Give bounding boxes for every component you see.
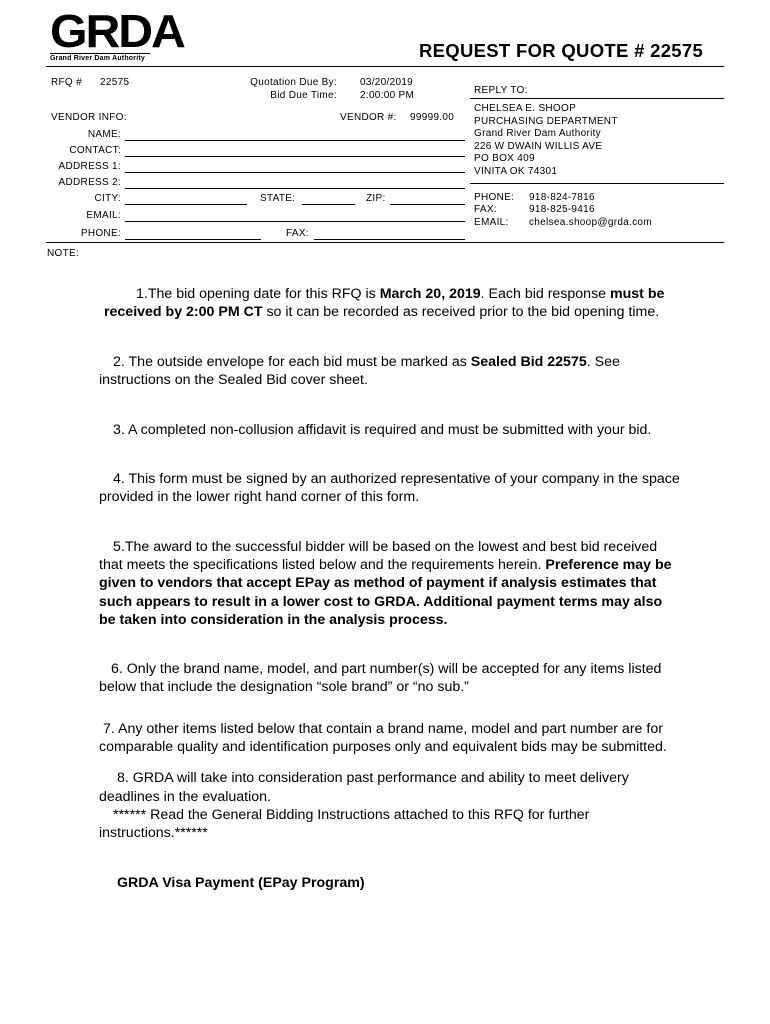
instruction-2-line-1: 2. The outside envelope for each bid must be marked as Sealed Bid 22575. See bbox=[113, 354, 620, 370]
instruction-5-line-2: that meets the specifications listed below and the requirements herein. Preference may be bbox=[99, 557, 672, 573]
instruction-5-line-4: such appears to result in a lower cost to GRDA. Additional payment terms may also bbox=[99, 594, 663, 610]
instruction-8-line-1: 8. GRDA will take into consideration past performance and ability to meet delivery bbox=[117, 770, 629, 786]
vendor-state-field[interactable] bbox=[302, 204, 355, 205]
instruction-7-line-1: 7. Any other items listed below that contain a brand name, model and part number are for bbox=[103, 721, 663, 737]
vendor-fax-field[interactable] bbox=[314, 239, 465, 240]
header-rule bbox=[46, 66, 724, 67]
instruction-1-line-1: 1.The bid opening date for this RFQ is March 20, 2019. Each bid response must be bbox=[136, 286, 665, 302]
instruction-5-line-1: 5.The award to the successful bidder will be based on the lowest and best bid received bbox=[113, 539, 658, 555]
instruction-4-line-1: 4. This form must be signed by an authorized representative of your company in the space bbox=[113, 471, 680, 487]
epay-heading: GRDA Visa Payment (EPay Program) bbox=[117, 875, 365, 891]
instruction-3: 3. A completed non-collusion affidavit is required and must be submitted with your bid. bbox=[113, 422, 652, 438]
vendor-zip-field[interactable] bbox=[390, 204, 465, 205]
instruction-5-line-5: be taken into consideration in the analysis process. bbox=[99, 612, 448, 628]
vendor-address1-field[interactable] bbox=[125, 172, 465, 173]
vendor-phone-label: PHONE: bbox=[80, 228, 121, 239]
reply-pobox: PO BOX 409 bbox=[474, 153, 535, 164]
logo-subtitle: Grand River Dam Authority bbox=[50, 55, 145, 62]
vendor-number: 99999.00 bbox=[410, 112, 455, 123]
instruction-8-line-4: instructions.****** bbox=[99, 825, 208, 841]
reply-phone: 918-824-7816 bbox=[529, 192, 595, 203]
bid-due-time-value: 2:00:00 PM bbox=[360, 90, 415, 101]
instruction-6-line-2: below that include the designation “sole brand” or “no sub.” bbox=[99, 679, 469, 695]
vendor-number-label: VENDOR #: bbox=[340, 112, 397, 123]
logo-rule bbox=[50, 53, 150, 54]
bid-due-time-label: Bid Due Time: bbox=[270, 90, 337, 101]
vendor-fax-label: FAX: bbox=[286, 228, 309, 239]
vendor-city-field[interactable] bbox=[125, 204, 247, 205]
vendor-zip-label: ZIP: bbox=[366, 193, 386, 204]
reply-to-label: REPLY TO: bbox=[474, 85, 528, 96]
quotation-due-value: 03/20/2019 bbox=[360, 77, 414, 88]
instruction-1-line-2: received by 2:00 PM CT so it can be recorded as received prior to the bid opening time. bbox=[104, 304, 660, 320]
reply-name: CHELSEA E. SHOOP bbox=[474, 103, 577, 114]
quotation-due-label: Quotation Due By: bbox=[250, 77, 337, 88]
reply-email-label: EMAIL: bbox=[474, 217, 509, 228]
vendor-contact-label: CONTACT: bbox=[69, 145, 121, 156]
vendor-section-rule bbox=[46, 242, 724, 243]
instruction-7-line-2: comparable quality and identification purposes only and equivalent bids may be submitted. bbox=[99, 739, 667, 755]
reply-org: Grand River Dam Authority bbox=[474, 128, 601, 139]
grda-logo: GRDA bbox=[50, 5, 184, 57]
instruction-5-line-3: given to vendors that accept EPay as method of payment if analysis estimates that bbox=[99, 575, 657, 591]
vendor-name-field[interactable] bbox=[125, 140, 465, 141]
vendor-phone-field[interactable] bbox=[125, 239, 261, 240]
vendor-email-label: EMAIL: bbox=[86, 210, 121, 221]
instruction-8-line-2: deadlines in the evaluation. bbox=[99, 789, 271, 805]
vendor-email-field[interactable] bbox=[125, 221, 465, 222]
reply-fax-label: FAX: bbox=[474, 204, 497, 215]
reply-street: 226 W DWAIN WILLIS AVE bbox=[474, 141, 603, 152]
rfq-number: 22575 bbox=[100, 77, 130, 88]
vendor-info-label: VENDOR INFO: bbox=[51, 112, 127, 123]
instruction-4-line-2: provided in the lower right hand corner of this form. bbox=[99, 489, 420, 505]
reply-fax: 918-825-9416 bbox=[529, 204, 595, 215]
instruction-8-line-3: ****** Read the General Bidding Instructions attached to this RFQ for further bbox=[113, 807, 590, 823]
reply-email[interactable]: chelsea.shoop@grda.com bbox=[529, 217, 652, 228]
page-title: REQUEST FOR QUOTE # 22575 bbox=[419, 40, 704, 61]
reply-address-rule bbox=[470, 183, 724, 184]
vendor-address1-label: ADDRESS 1: bbox=[58, 161, 121, 172]
vendor-address2-field[interactable] bbox=[125, 188, 465, 189]
instruction-2-line-2: instructions on the Sealed Bid cover sheet. bbox=[99, 372, 368, 388]
vendor-state-label: STATE: bbox=[260, 193, 296, 204]
reply-department: PURCHASING DEPARTMENT bbox=[474, 116, 618, 127]
reply-city: VINITA OK 74301 bbox=[474, 166, 558, 177]
instruction-6-line-1: 6. Only the brand name, model, and part number(s) will be accepted for any items listed bbox=[111, 661, 662, 677]
note-label: NOTE: bbox=[47, 248, 80, 259]
reply-phone-label: PHONE: bbox=[474, 192, 515, 203]
vendor-name-label: NAME: bbox=[87, 129, 121, 140]
reply-to-rule bbox=[470, 98, 724, 99]
vendor-city-label: CITY: bbox=[94, 193, 121, 204]
rfq-label: RFQ # bbox=[51, 77, 82, 88]
vendor-address2-label: ADDRESS 2: bbox=[58, 177, 121, 188]
vendor-contact-field[interactable] bbox=[125, 156, 465, 157]
